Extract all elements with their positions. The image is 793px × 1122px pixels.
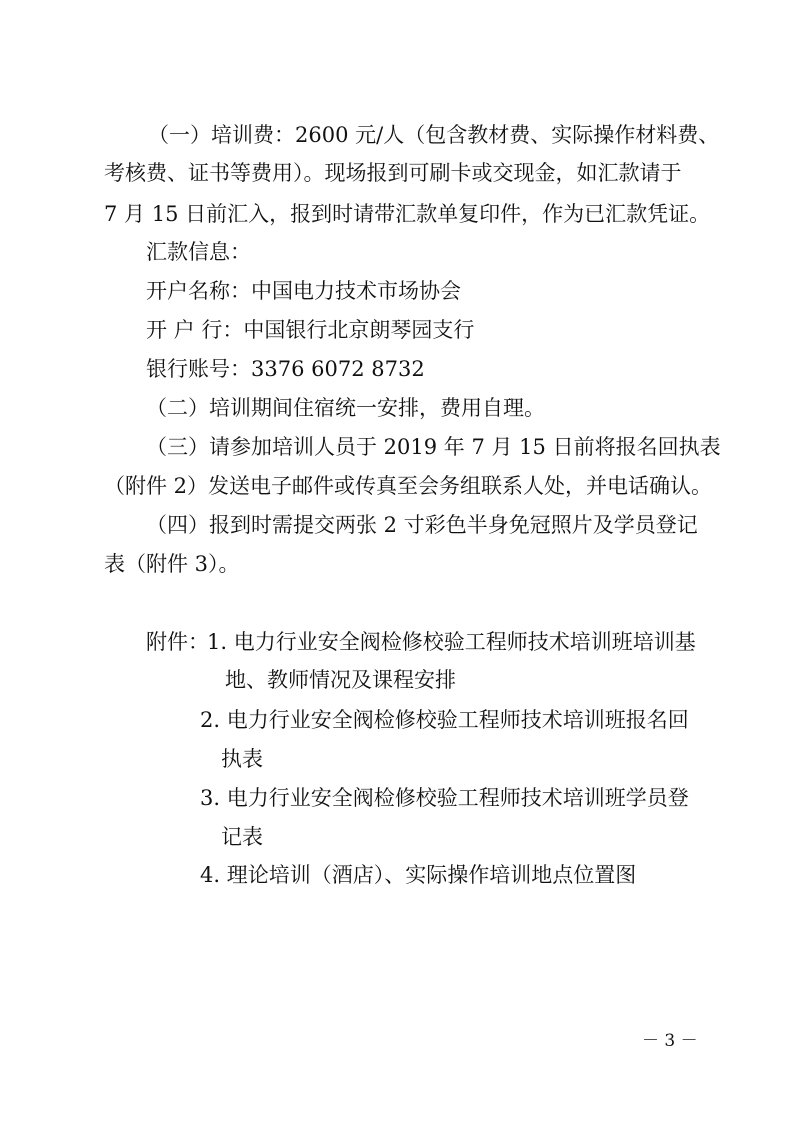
attachment-2-line-2: 执表 [221,747,263,771]
attachment-1-line-2: 地、教师情况及课程安排 [225,668,456,692]
account-name: 开户名称：中国电力技术市场协会 [146,279,461,303]
item-accommodation: （二）培训期间住宿统一安排，费用自理。 [146,396,545,420]
item-photos-line-1: （四）报到时需提交两张 2 寸彩色半身免冠照片及学员登记 [146,513,698,537]
attachment-3-line-2: 记表 [221,825,263,849]
page-number: － 3 － [642,1031,698,1051]
attachment-2-line-1: 2. 电力行业安全阀检修校验工程师技术培训班报名回 [200,708,689,732]
account-number: 银行账号：3376 6072 8732 [146,357,425,381]
attachments-label: 附件： [146,630,209,654]
item-registration-line-1: （三）请参加培训人员于 2019 年 7 月 15 日前将报名回执表 [146,435,721,459]
remit-heading: 汇款信息： [146,240,251,264]
bank-branch: 开 户 行：中国银行北京朗琴园支行 [146,318,475,342]
attachment-4: 4. 理论培训（酒店）、实际操作培训地点位置图 [200,863,637,887]
fee-line-1: （一）培训费：2600 元/人（包含教材费、实际操作材料费、 [148,123,720,147]
attachment-1-line-1: 1. 电力行业安全阀检修校验工程师技术培训班培训基 [207,630,696,654]
item-photos-line-2: 表（附件 3）。 [104,552,240,576]
fee-line-3: 7 月 15 日前汇入，报到时请带汇款单复印件，作为已汇款凭证。 [104,202,711,226]
item-registration-line-2: （附件 2）发送电子邮件或传真至会务组联系人处，并电话确认。 [104,474,713,498]
fee-line-2: 考核费、证书等费用）。现场报到可刷卡或交现金，如汇款请于 [104,161,682,185]
attachment-3-line-1: 3. 电力行业安全阀检修校验工程师技术培训班学员登 [200,786,689,810]
